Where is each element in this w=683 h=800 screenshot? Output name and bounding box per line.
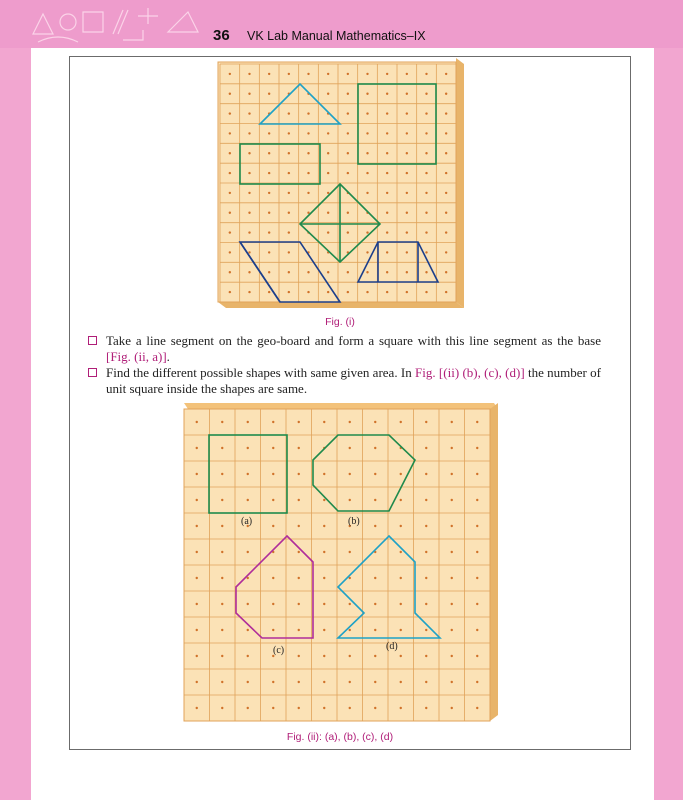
nail-icon (445, 231, 447, 233)
nail-icon (268, 93, 270, 95)
nail-icon (288, 132, 290, 134)
nail-icon (196, 499, 198, 501)
nail-icon (298, 473, 300, 475)
nail-icon (451, 577, 453, 579)
nail-icon (288, 112, 290, 114)
nail-icon (374, 707, 376, 709)
nail-icon (347, 212, 349, 214)
nail-icon (374, 499, 376, 501)
nail-icon (347, 172, 349, 174)
nail-icon (327, 192, 329, 194)
nail-icon (366, 152, 368, 154)
nail-icon (406, 172, 408, 174)
nail-icon (229, 112, 231, 114)
nail-icon (425, 525, 427, 527)
nail-icon (386, 192, 388, 194)
nail-icon (445, 212, 447, 214)
nail-icon (366, 291, 368, 293)
nail-icon (248, 132, 250, 134)
nail-icon (307, 291, 309, 293)
nail-icon (327, 291, 329, 293)
nail-icon (272, 499, 274, 501)
nail-icon (221, 473, 223, 475)
nail-icon (229, 132, 231, 134)
nail-icon (445, 132, 447, 134)
nail-icon (386, 73, 388, 75)
nail-icon (196, 525, 198, 527)
nail-icon (196, 473, 198, 475)
nail-icon (247, 473, 249, 475)
nail-icon (323, 707, 325, 709)
nail-icon (288, 212, 290, 214)
running-title: VK Lab Manual Mathematics–IX (247, 29, 426, 43)
nail-icon (288, 192, 290, 194)
nail-icon (268, 271, 270, 273)
nail-icon (445, 152, 447, 154)
nail-icon (400, 577, 402, 579)
nail-icon (476, 421, 478, 423)
nail-icon (425, 251, 427, 253)
nail-icon (347, 152, 349, 154)
nail-icon (229, 152, 231, 154)
nail-icon (386, 251, 388, 253)
nail-icon (347, 93, 349, 95)
nail-icon (476, 655, 478, 657)
nail-icon (248, 172, 250, 174)
nail-icon (406, 112, 408, 114)
nail-icon (272, 629, 274, 631)
nail-icon (400, 603, 402, 605)
nail-icon (386, 212, 388, 214)
nail-icon (221, 603, 223, 605)
nail-icon (374, 629, 376, 631)
nail-icon (374, 577, 376, 579)
bullet-1-text: Take a line segment on the geo-board and form a square with this line segment as the base (106, 333, 601, 348)
nail-icon (221, 421, 223, 423)
nail-icon (298, 655, 300, 657)
nail-icon (476, 577, 478, 579)
nail-icon (307, 73, 309, 75)
nail-icon (247, 681, 249, 683)
nail-icon (221, 707, 223, 709)
nail-icon (400, 499, 402, 501)
nail-icon (406, 212, 408, 214)
nail-icon (347, 112, 349, 114)
nail-icon (425, 172, 427, 174)
nail-icon (323, 551, 325, 553)
nail-icon (406, 93, 408, 95)
nail-icon (229, 172, 231, 174)
nail-icon (366, 112, 368, 114)
nail-icon (327, 172, 329, 174)
nail-icon (386, 172, 388, 174)
nail-icon (229, 231, 231, 233)
nail-icon (451, 707, 453, 709)
nail-icon (374, 447, 376, 449)
nail-icon (307, 152, 309, 154)
nail-icon (196, 447, 198, 449)
nail-icon (272, 577, 274, 579)
nail-icon (248, 192, 250, 194)
nail-icon (347, 291, 349, 293)
nail-icon (196, 629, 198, 631)
nail-icon (425, 499, 427, 501)
nail-icon (451, 447, 453, 449)
nail-icon (268, 132, 270, 134)
nail-icon (349, 603, 351, 605)
nail-icon (445, 93, 447, 95)
bullet-2-text-end: the number of unit square inside the shapes are same. (106, 365, 602, 396)
figure-label-b: (b) (348, 516, 360, 527)
nail-icon (247, 551, 249, 553)
nail-icon (288, 73, 290, 75)
nail-icon (268, 231, 270, 233)
nail-icon (272, 681, 274, 683)
nail-icon (476, 525, 478, 527)
nail-icon (323, 577, 325, 579)
board-face (218, 62, 456, 302)
nail-icon (476, 629, 478, 631)
nail-icon (221, 551, 223, 553)
nail-icon (288, 231, 290, 233)
nail-icon (248, 291, 250, 293)
board-side-shade (456, 58, 464, 308)
nail-icon (196, 603, 198, 605)
nail-icon (248, 271, 250, 273)
board-side-shade (490, 403, 498, 721)
nail-icon (406, 251, 408, 253)
nail-icon (196, 551, 198, 553)
nail-icon (327, 93, 329, 95)
nail-icon (323, 499, 325, 501)
nail-icon (476, 447, 478, 449)
nail-icon (247, 655, 249, 657)
page-number: 36 (213, 27, 230, 44)
nail-icon (451, 525, 453, 527)
nail-icon (221, 577, 223, 579)
nail-icon (366, 172, 368, 174)
nail-icon (425, 473, 427, 475)
nail-icon (323, 421, 325, 423)
nail-icon (425, 603, 427, 605)
nail-icon (349, 473, 351, 475)
nail-icon (247, 707, 249, 709)
figure-2-caption: Fig. (ii): (a), (b), (c), (d) (286, 731, 394, 743)
nail-icon (248, 231, 250, 233)
nail-icon (268, 73, 270, 75)
nail-icon (196, 577, 198, 579)
nail-icon (229, 192, 231, 194)
nail-icon (425, 231, 427, 233)
nail-icon (323, 681, 325, 683)
nail-icon (298, 447, 300, 449)
nail-icon (425, 421, 427, 423)
nail-icon (366, 192, 368, 194)
nail-icon (268, 291, 270, 293)
nail-icon (268, 212, 270, 214)
bullet-2-figure-ref: Fig. [(ii) (b), (c), (d)] (415, 365, 525, 380)
nail-icon (272, 707, 274, 709)
nail-icon (347, 231, 349, 233)
nail-icon (272, 473, 274, 475)
nail-icon (323, 473, 325, 475)
nail-icon (451, 421, 453, 423)
nail-icon (307, 172, 309, 174)
nail-icon (323, 603, 325, 605)
maths-doodle-icon (28, 4, 208, 44)
nail-icon (229, 93, 231, 95)
nail-icon (425, 73, 427, 75)
nail-icon (196, 681, 198, 683)
nail-icon (349, 499, 351, 501)
nail-icon (386, 231, 388, 233)
nail-icon (247, 447, 249, 449)
nail-icon (298, 577, 300, 579)
board-bottom-shade (218, 302, 464, 308)
nail-icon (288, 172, 290, 174)
nail-icon (229, 271, 231, 273)
nail-icon (229, 212, 231, 214)
nail-icon (476, 603, 478, 605)
nail-icon (425, 707, 427, 709)
nail-icon (349, 707, 351, 709)
nail-icon (425, 271, 427, 273)
nail-icon (327, 132, 329, 134)
nail-icon (406, 152, 408, 154)
nail-icon (425, 577, 427, 579)
nail-icon (374, 681, 376, 683)
nail-icon (425, 132, 427, 134)
nail-icon (400, 681, 402, 683)
nail-icon (268, 152, 270, 154)
nail-icon (451, 629, 453, 631)
figure-label-d: (d) (386, 641, 398, 652)
nail-icon (400, 473, 402, 475)
nail-icon (268, 192, 270, 194)
nail-icon (400, 421, 402, 423)
nail-icon (268, 251, 270, 253)
nail-icon (247, 603, 249, 605)
nail-icon (425, 112, 427, 114)
nail-icon (248, 93, 250, 95)
figure-1-caption: Fig. (i) (325, 316, 355, 328)
nail-icon (247, 629, 249, 631)
nail-icon (229, 291, 231, 293)
figure-label-a: (a) (241, 516, 253, 527)
nail-icon (374, 421, 376, 423)
nail-icon (476, 681, 478, 683)
checkbox-bullet-icon (88, 368, 97, 377)
nail-icon (425, 93, 427, 95)
nail-icon (366, 271, 368, 273)
nail-icon (248, 251, 250, 253)
nail-icon (327, 152, 329, 154)
nail-icon (229, 73, 231, 75)
nail-icon (221, 525, 223, 527)
nail-icon (400, 655, 402, 657)
nail-icon (323, 629, 325, 631)
nail-icon (307, 112, 309, 114)
nail-icon (425, 192, 427, 194)
nail-icon (366, 231, 368, 233)
nail-icon (425, 447, 427, 449)
nail-icon (386, 93, 388, 95)
nail-icon (248, 152, 250, 154)
nail-icon (248, 212, 250, 214)
nail-icon (406, 73, 408, 75)
nail-icon (268, 172, 270, 174)
nail-icon (425, 551, 427, 553)
nail-icon (327, 231, 329, 233)
nail-icon (406, 192, 408, 194)
nail-icon (288, 271, 290, 273)
nail-icon (307, 132, 309, 134)
nail-icon (247, 421, 249, 423)
nail-icon (445, 192, 447, 194)
bullet-item-1 (88, 333, 608, 367)
nail-icon (272, 525, 274, 527)
nail-icon (272, 447, 274, 449)
bullet-2-text: Find the different possible shapes with same given area. In (106, 365, 416, 380)
nail-icon (374, 525, 376, 527)
nail-icon (221, 629, 223, 631)
nail-icon (406, 132, 408, 134)
nail-icon (298, 629, 300, 631)
nail-icon (406, 291, 408, 293)
nail-icon (425, 212, 427, 214)
nail-icon (476, 707, 478, 709)
bullet-item-2 (88, 365, 608, 399)
nail-icon (425, 291, 427, 293)
nail-icon (400, 525, 402, 527)
nail-icon (221, 447, 223, 449)
nail-icon (247, 499, 249, 501)
nail-icon (374, 473, 376, 475)
nail-icon (221, 655, 223, 657)
geoboard-figure-1 (212, 58, 464, 310)
nail-icon (476, 499, 478, 501)
nail-icon (349, 681, 351, 683)
nail-icon (386, 112, 388, 114)
nail-icon (366, 251, 368, 253)
nail-icon (386, 291, 388, 293)
nail-icon (451, 551, 453, 553)
nail-icon (476, 473, 478, 475)
nail-icon (272, 603, 274, 605)
nail-icon (445, 251, 447, 253)
nail-icon (221, 499, 223, 501)
nail-icon (386, 132, 388, 134)
nail-icon (425, 629, 427, 631)
nail-icon (374, 655, 376, 657)
nail-icon (298, 499, 300, 501)
nail-icon (272, 421, 274, 423)
nail-icon (248, 73, 250, 75)
nail-icon (349, 655, 351, 657)
nail-icon (366, 93, 368, 95)
bullet-1-text-end: . (166, 349, 170, 364)
nail-icon (445, 271, 447, 273)
nail-icon (347, 271, 349, 273)
nail-icon (476, 551, 478, 553)
nail-icon (425, 655, 427, 657)
nail-icon (298, 681, 300, 683)
geoboard-figure-2 (180, 403, 502, 723)
nail-icon (327, 212, 329, 214)
nail-icon (406, 271, 408, 273)
nail-icon (400, 707, 402, 709)
nail-icon (323, 525, 325, 527)
nail-icon (248, 112, 250, 114)
nail-icon (374, 603, 376, 605)
checkbox-bullet-icon (88, 336, 97, 345)
board-top-shade (184, 403, 498, 409)
nail-icon (366, 132, 368, 134)
nail-icon (288, 291, 290, 293)
nail-icon (451, 473, 453, 475)
nail-icon (451, 603, 453, 605)
nail-icon (298, 551, 300, 553)
nail-icon (386, 271, 388, 273)
nail-icon (298, 707, 300, 709)
nail-icon (229, 251, 231, 253)
nail-icon (288, 251, 290, 253)
nail-icon (349, 629, 351, 631)
nail-icon (425, 681, 427, 683)
nail-icon (349, 447, 351, 449)
nail-icon (298, 421, 300, 423)
nail-icon (347, 132, 349, 134)
nail-icon (288, 152, 290, 154)
nail-icon (298, 525, 300, 527)
nail-icon (451, 655, 453, 657)
nail-icon (196, 421, 198, 423)
bullet-1-figure-ref: [Fig. (ii, a)] (106, 349, 167, 364)
nail-icon (400, 629, 402, 631)
nail-icon (327, 271, 329, 273)
nail-icon (196, 707, 198, 709)
nail-icon (451, 499, 453, 501)
nail-icon (349, 421, 351, 423)
nail-icon (323, 655, 325, 657)
nail-icon (386, 152, 388, 154)
nail-icon (366, 73, 368, 75)
nail-icon (425, 152, 427, 154)
nail-icon (445, 172, 447, 174)
nail-icon (445, 112, 447, 114)
nail-icon (221, 681, 223, 683)
nail-icon (327, 73, 329, 75)
nail-icon (400, 551, 402, 553)
nail-icon (196, 655, 198, 657)
nail-icon (307, 271, 309, 273)
nail-icon (349, 551, 351, 553)
nail-icon (298, 603, 300, 605)
nail-icon (307, 192, 309, 194)
nail-icon (406, 231, 408, 233)
figure-label-c: (c) (273, 645, 285, 656)
nail-icon (445, 291, 447, 293)
nail-icon (451, 681, 453, 683)
nail-icon (445, 73, 447, 75)
nail-icon (347, 73, 349, 75)
